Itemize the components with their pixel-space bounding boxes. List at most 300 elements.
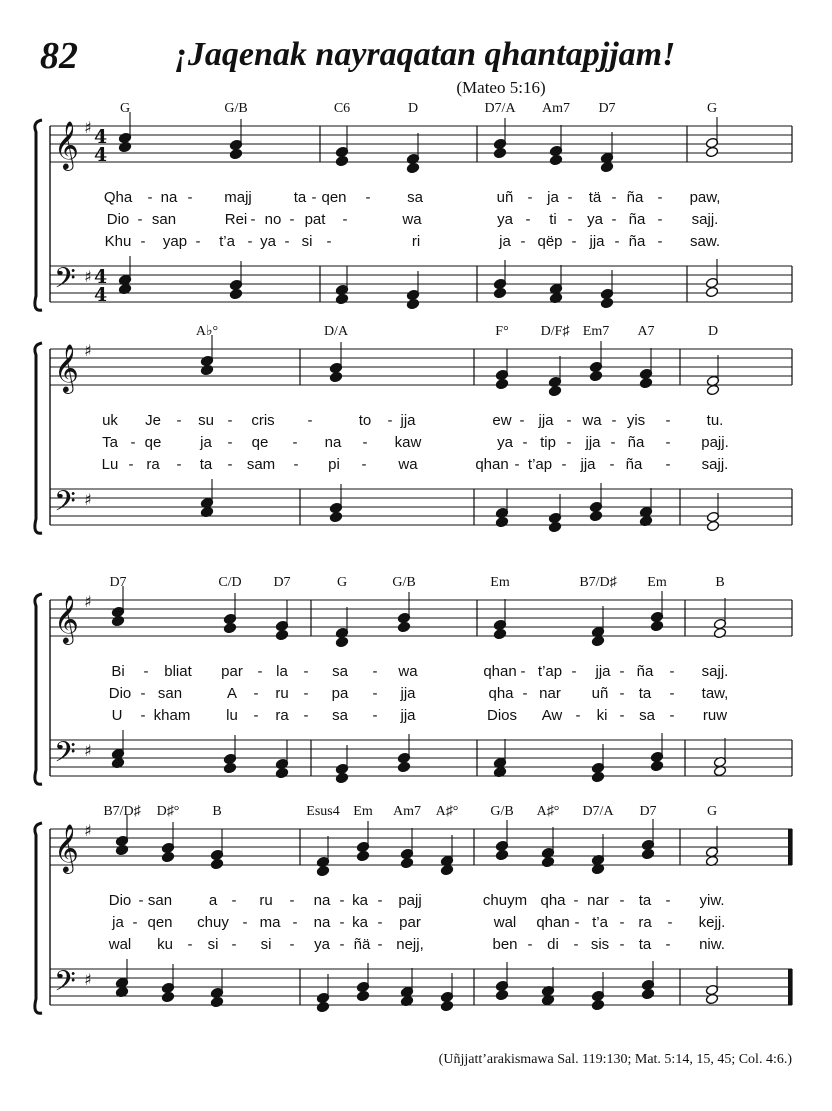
sharp-icon: ♯	[84, 118, 92, 137]
lyric-syllable: Qha	[103, 189, 133, 206]
lyric-syllable: no	[264, 211, 282, 228]
notehead	[335, 636, 348, 648]
lyric-syllable: ya	[260, 233, 276, 250]
lyric-syllable: ka	[352, 892, 368, 909]
lyric-syllable: ew	[492, 412, 512, 429]
lyric-syllable: qhan	[536, 914, 570, 931]
lyric-hyphen: -	[665, 936, 671, 953]
notehead	[706, 384, 719, 396]
lyric-hyphen: -	[365, 189, 371, 206]
lyric-syllable: kaw	[394, 434, 422, 451]
lyric-hyphen: -	[339, 892, 345, 909]
lyric-syllable: si	[207, 936, 219, 953]
lyric-hyphen: -	[561, 456, 567, 473]
sharp-icon: ♯	[84, 592, 92, 611]
chord-symbol: B	[212, 804, 222, 819]
lyric-syllable: t’a	[592, 914, 608, 931]
lyric-hyphen: -	[227, 456, 233, 473]
lyric-syllable: si	[260, 936, 272, 953]
hymn-number: 82	[40, 35, 78, 77]
lyric-hyphen: -	[611, 211, 617, 228]
notehead	[641, 848, 654, 860]
chord-symbol: D7/A	[484, 101, 516, 116]
notehead	[493, 147, 506, 159]
lyric-syllable: ruw	[702, 707, 728, 724]
lyric-syllable: ta	[638, 936, 652, 953]
lyric-syllable: pat	[304, 211, 326, 228]
chord-symbol: G	[336, 575, 348, 590]
lyric-hyphen: -	[573, 892, 579, 909]
lyric-syllable: ja	[499, 233, 511, 250]
lyric-syllable: na	[324, 434, 342, 451]
lyric-syllable: jja	[400, 707, 416, 724]
chord-symbol: B7/D♯	[103, 804, 141, 819]
chord-symbol: Am7	[393, 804, 421, 819]
lyric-hyphen: -	[522, 685, 528, 702]
lyric-hyphen: -	[231, 936, 237, 953]
system-2	[35, 324, 792, 533]
lyric-syllable: tip	[540, 434, 556, 451]
notehead	[591, 771, 604, 783]
lyric-hyphen: -	[253, 685, 259, 702]
notehead	[406, 298, 419, 310]
lyric-syllable: wa	[582, 412, 602, 429]
chord-symbol: D7	[109, 575, 127, 590]
lyric-hyphen: -	[372, 685, 378, 702]
lyric-hyphen: -	[520, 663, 526, 680]
notehead	[706, 520, 719, 532]
chord-symbol: G/B	[392, 575, 416, 590]
lyric-hyphen: -	[140, 707, 146, 724]
lyric-hyphen: -	[611, 412, 617, 429]
system-brace	[35, 823, 42, 1013]
lyric-syllable: wal	[493, 914, 517, 931]
sharp-icon: ♯	[84, 741, 92, 760]
lyric-hyphen: -	[619, 914, 625, 931]
lyric-syllable: nar	[587, 892, 609, 909]
system-brace	[35, 594, 42, 784]
lyric-hyphen: -	[669, 685, 675, 702]
chord-symbol: D7	[598, 101, 616, 116]
lyric-syllable: qen	[147, 914, 173, 931]
time-signature-bottom: 4	[94, 284, 108, 306]
lyric-hyphen: -	[289, 892, 295, 909]
lyric-hyphen: -	[567, 211, 573, 228]
lyric-syllable: qhan	[475, 456, 509, 473]
lyric-hyphen: -	[257, 663, 263, 680]
lyric-syllable: qha	[488, 685, 514, 702]
lyric-syllable: san	[151, 211, 177, 228]
lyric-hyphen: -	[128, 456, 134, 473]
chord-symbol: Em	[647, 575, 667, 590]
chord-symbol: D	[707, 324, 719, 339]
lyric-syllable: wa	[398, 456, 418, 473]
lyric-hyphen: -	[377, 914, 383, 931]
lyric-hyphen: -	[669, 707, 675, 724]
lyric-syllable: ben	[492, 936, 518, 953]
lyric-hyphen: -	[292, 434, 298, 451]
lyric-hyphen: -	[303, 707, 309, 724]
notehead	[495, 849, 508, 861]
lyric-hyphen: -	[611, 189, 617, 206]
notehead	[495, 989, 508, 1001]
notehead	[705, 993, 718, 1005]
lyric-hyphen: -	[138, 892, 144, 909]
chord-symbol: D/A	[323, 324, 349, 339]
lyric-hyphen: -	[303, 685, 309, 702]
system-3	[35, 575, 792, 784]
lyric-hyphen: -	[362, 434, 368, 451]
lyric-syllable: sajj.	[701, 663, 729, 680]
notehead	[161, 851, 174, 863]
notehead	[397, 621, 410, 633]
lyric-hyphen: -	[573, 936, 579, 953]
lyric-hyphen: -	[132, 914, 138, 931]
time-signature-bottom: 4	[94, 144, 108, 166]
lyric-syllable: pajj.	[701, 434, 729, 451]
chord-symbol: D	[407, 101, 419, 116]
lyric-syllable: yiw.	[699, 892, 725, 909]
lyric-syllable: qen	[321, 189, 347, 206]
chord-symbol: D7/A	[582, 804, 614, 819]
chord-symbol: Em	[490, 575, 510, 590]
chord-symbol: A7	[637, 324, 655, 339]
lyric-syllable: qëp	[537, 233, 563, 250]
sharp-icon: ♯	[84, 267, 92, 286]
final-barline	[788, 969, 792, 1005]
lyric-syllable: ta	[199, 456, 213, 473]
notehead	[335, 155, 348, 167]
notehead	[650, 760, 663, 772]
lyric-hyphen: -	[387, 412, 393, 429]
lyric-syllable: t’ap	[537, 663, 563, 680]
lyric-syllable: a	[208, 892, 218, 909]
chord-symbol: C/D	[218, 575, 242, 590]
lyric-hyphen: -	[140, 233, 146, 250]
treble-clef-icon: 𝄞	[54, 823, 79, 872]
lyric-syllable: saw.	[689, 233, 721, 250]
lyric-syllable: Dio	[108, 892, 132, 909]
lyric-syllable: ña	[627, 434, 645, 451]
lyric-hyphen: -	[571, 233, 577, 250]
notehead	[275, 767, 288, 779]
lyric-syllable: na	[313, 892, 331, 909]
notehead	[600, 297, 613, 309]
notehead	[356, 990, 369, 1002]
notehead	[548, 385, 561, 397]
chord-symbol: Am7	[542, 101, 570, 116]
lyric-syllable: Ta	[102, 434, 118, 451]
lyric-syllable: ya	[314, 936, 330, 953]
lyric-syllable: Rei	[224, 211, 248, 228]
time-signature-top: 4	[94, 126, 108, 148]
lyric-syllable: Bi	[111, 663, 125, 680]
lyric-hyphen: -	[293, 456, 299, 473]
notehead	[200, 364, 213, 376]
lyric-syllable: ki	[596, 707, 608, 724]
lyric-syllable: qhan	[483, 663, 517, 680]
lyric-hyphen: -	[361, 456, 367, 473]
lyric-hyphen: -	[657, 189, 663, 206]
lyric-syllable: jja	[589, 233, 605, 250]
system-4	[35, 804, 792, 1013]
notehead	[111, 615, 124, 627]
notehead	[316, 865, 329, 877]
notehead	[335, 772, 348, 784]
notehead	[329, 371, 342, 383]
lyric-syllable: ru	[275, 685, 289, 702]
lyric-hyphen: -	[187, 189, 193, 206]
lyric-hyphen: -	[250, 211, 256, 228]
lyric-syllable: jja	[595, 663, 611, 680]
lyric-syllable: ña	[628, 233, 646, 250]
notehead	[541, 856, 554, 868]
lyric-hyphen: -	[242, 914, 248, 931]
chord-symbol: D/F♯	[540, 324, 570, 339]
lyric-hyphen: -	[619, 892, 625, 909]
lyric-syllable: la	[276, 663, 288, 680]
lyric-syllable: ja	[547, 189, 559, 206]
notehead	[591, 999, 604, 1011]
lyric-syllable: jja	[585, 434, 601, 451]
lyric-hyphen: -	[525, 211, 531, 228]
lyric-hyphen: -	[522, 434, 528, 451]
lyric-syllable: jja	[400, 412, 416, 429]
hymn-title: ¡Jaqenak nayraqatan qhantapjjam!	[174, 36, 676, 73]
lyric-syllable: ñä	[353, 936, 371, 953]
chord-symbol: D♯°	[156, 804, 180, 819]
lyric-hyphen: -	[339, 914, 345, 931]
notehead	[316, 1001, 329, 1013]
lyric-hyphen: -	[372, 707, 378, 724]
notehead	[493, 628, 506, 640]
lyric-hyphen: -	[377, 892, 383, 909]
lyric-hyphen: -	[339, 936, 345, 953]
lyric-hyphen: -	[527, 189, 533, 206]
notehead	[356, 850, 369, 862]
chord-symbol: B	[715, 575, 725, 590]
lyric-hyphen: -	[292, 914, 298, 931]
notehead	[223, 622, 236, 634]
treble-clef-icon: 𝄞	[54, 120, 79, 169]
bass-clef-icon: 𝄢	[54, 262, 76, 302]
lyric-syllable: ru	[259, 892, 273, 909]
lyric-syllable: kham	[153, 707, 191, 724]
chord-symbol: Em7	[582, 324, 610, 339]
lyric-syllable: tu.	[706, 412, 724, 429]
lyric-syllable: Je	[145, 412, 161, 429]
lyric-hyphen: -	[669, 663, 675, 680]
notehead	[229, 288, 242, 300]
notehead	[406, 162, 419, 174]
lyric-hyphen: -	[143, 663, 149, 680]
lyric-hyphen: -	[176, 456, 182, 473]
lyric-syllable: ra	[638, 914, 652, 931]
lyric-hyphen: -	[303, 663, 309, 680]
notehead	[639, 377, 652, 389]
notehead	[548, 521, 561, 533]
lyric-hyphen: -	[657, 211, 663, 228]
lyric-syllable: ja	[200, 434, 212, 451]
lyric-hyphen: -	[284, 233, 290, 250]
lyric-syllable: qha	[540, 892, 566, 909]
lyric-hyphen: -	[657, 233, 663, 250]
lyric-syllable: Khu	[104, 233, 132, 250]
lyric-syllable: taw,	[701, 685, 729, 702]
lyric-hyphen: -	[571, 663, 577, 680]
lyric-syllable: ña	[625, 456, 643, 473]
notehead	[589, 510, 602, 522]
notehead	[641, 988, 654, 1000]
lyric-syllable: par	[399, 914, 421, 931]
lyric-syllable: ta	[638, 892, 652, 909]
lyric-hyphen: -	[614, 233, 620, 250]
lyric-hyphen: -	[231, 892, 237, 909]
lyric-syllable: Dio	[106, 211, 130, 228]
system-1	[35, 101, 792, 310]
lyric-hyphen: -	[519, 412, 525, 429]
lyric-syllable: majj	[224, 189, 252, 206]
notehead	[118, 141, 131, 153]
lyric-syllable: jja	[538, 412, 554, 429]
notehead	[275, 629, 288, 641]
chord-symbol: D7	[639, 804, 657, 819]
lyric-syllable: ma	[259, 914, 281, 931]
chord-symbol: G	[706, 101, 718, 116]
treble-clef-icon: 𝄞	[54, 594, 79, 643]
lyric-syllable: chuym	[482, 892, 528, 909]
notehead	[223, 762, 236, 774]
final-barline	[788, 829, 792, 865]
lyric-hyphen: -	[227, 434, 233, 451]
chord-symbol: G/B	[224, 101, 248, 116]
lyric-hyphen: -	[527, 936, 533, 953]
lyric-syllable: san	[147, 892, 173, 909]
lyric-syllable: di	[547, 936, 559, 953]
notehead	[400, 857, 413, 869]
lyric-syllable: sa	[639, 707, 655, 724]
lyric-hyphen: -	[311, 189, 317, 206]
lyric-syllable: ja	[112, 914, 124, 931]
bass-clef-icon: 𝄢	[54, 485, 76, 525]
lyric-hyphen: -	[665, 434, 671, 451]
lyric-hyphen: -	[566, 434, 572, 451]
lyric-hyphen: -	[307, 412, 313, 429]
notehead	[440, 864, 453, 876]
lyric-hyphen: -	[372, 663, 378, 680]
sharp-icon: ♯	[84, 970, 92, 989]
lyric-syllable: wa	[398, 663, 418, 680]
lyric-syllable: paw,	[689, 189, 721, 206]
notehead	[705, 146, 718, 158]
notehead	[115, 844, 128, 856]
lyric-syllable: su	[198, 412, 214, 429]
treble-clef-icon: 𝄞	[54, 343, 79, 392]
lyric-syllable: wa	[402, 211, 422, 228]
lyric-hyphen: -	[137, 211, 143, 228]
lyric-syllable: pa	[331, 685, 349, 702]
lyric-hyphen: -	[619, 685, 625, 702]
lyric-hyphen: -	[130, 434, 136, 451]
chord-symbol: A♯°	[435, 804, 459, 819]
notehead	[495, 516, 508, 528]
lyric-syllable: uñ	[591, 685, 609, 702]
lyric-hyphen: -	[176, 412, 182, 429]
lyric-syllable: sa	[332, 707, 348, 724]
lyric-hyphen: -	[187, 936, 193, 953]
chord-symbol: G	[119, 101, 131, 116]
lyric-syllable: t’a	[219, 233, 235, 250]
lyric-syllable: sa	[332, 663, 348, 680]
lyric-syllable: sam	[246, 456, 276, 473]
notehead	[650, 620, 663, 632]
notehead	[210, 996, 223, 1008]
sharp-icon: ♯	[84, 341, 92, 360]
lyric-syllable: na	[160, 189, 178, 206]
chord-symbol: G	[706, 804, 718, 819]
lyric-syllable: na	[313, 914, 331, 931]
chord-symbol: Em	[353, 804, 373, 819]
lyric-syllable: ya	[497, 211, 513, 228]
system-brace	[35, 343, 42, 533]
chord-symbol: Esus4	[306, 804, 340, 819]
notehead	[161, 991, 174, 1003]
chord-symbol: A♯°	[536, 804, 560, 819]
lyric-hyphen: -	[619, 936, 625, 953]
lyric-syllable: Aw	[541, 707, 563, 724]
lyric-syllable: pi	[328, 456, 340, 473]
lyric-hyphen: -	[377, 936, 383, 953]
lyric-syllable: sa	[407, 189, 423, 206]
lyric-hyphen: -	[665, 412, 671, 429]
system-brace	[35, 120, 42, 310]
lyric-syllable: niw.	[699, 936, 725, 953]
lyric-syllable: tä	[588, 189, 602, 206]
sharp-icon: ♯	[84, 821, 92, 840]
chord-symbol: D7	[273, 575, 291, 590]
lyric-syllable: qe	[144, 434, 162, 451]
notehead	[397, 761, 410, 773]
lyric-syllable: uk	[102, 412, 118, 429]
chord-symbol: G/B	[490, 804, 514, 819]
notehead	[713, 627, 726, 639]
notehead	[210, 858, 223, 870]
notehead	[495, 378, 508, 390]
lyric-syllable: lu	[226, 707, 238, 724]
bass-clef-icon: 𝄢	[54, 965, 76, 1005]
lyric-hyphen: -	[140, 685, 146, 702]
lyric-syllable: ku	[157, 936, 173, 953]
notehead	[329, 511, 342, 523]
chord-symbol: A♭°	[195, 324, 219, 339]
lyric-syllable: par	[221, 663, 243, 680]
lyric-hyphen: -	[227, 412, 233, 429]
lyric-syllable: Dio	[108, 685, 132, 702]
lyric-syllable: yis	[626, 412, 646, 429]
time-signature-top: 4	[94, 266, 108, 288]
lyric-syllable: ra	[275, 707, 289, 724]
lyric-syllable: sajj.	[691, 211, 719, 228]
lyric-syllable: jja	[400, 685, 416, 702]
lyric-syllable: nar	[539, 685, 561, 702]
lyric-syllable: Dios	[486, 707, 518, 724]
lyric-hyphen: -	[665, 892, 671, 909]
lyric-hyphen: -	[667, 914, 673, 931]
sharp-icon: ♯	[84, 490, 92, 509]
chord-symbol: B7/D♯	[579, 575, 617, 590]
lyric-syllable: cris	[251, 412, 275, 429]
lyric-syllable: t’ap	[527, 456, 553, 473]
